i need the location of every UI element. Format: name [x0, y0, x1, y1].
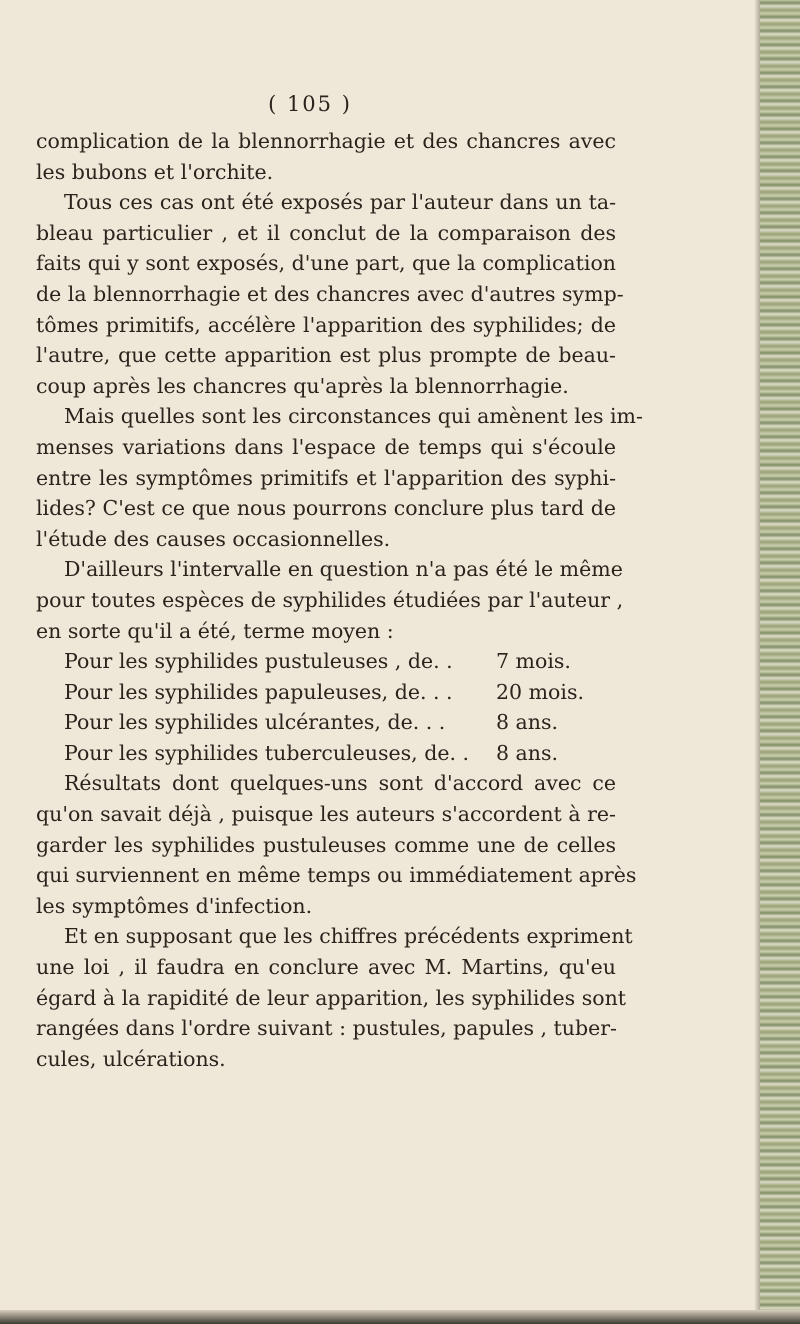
- row-value: 8 ans.: [496, 740, 559, 765]
- table-row: [36, 677, 616, 708]
- text-line: garder les syphilides pustuleuses comme une de celles: [36, 832, 616, 857]
- text-line: Résultats dont quelques-uns sont d'accord avec ce: [64, 771, 616, 796]
- text-line: pour toutes espèces de syphilides étudiées par l'auteur ,: [36, 587, 624, 612]
- text-line: faits qui y sont exposés, d'une part, que la complication: [36, 251, 616, 276]
- text-line: bleau particulier , et il conclut de la comparaison des: [36, 220, 616, 245]
- text-line: coup après les chancres qu'après la blennorrhagie.: [36, 373, 569, 398]
- text-line: cules, ulcérations.: [36, 1046, 226, 1071]
- text-line: Et en supposant que les chiffres précédents expriment: [64, 924, 633, 949]
- text-line: complication de la blennorrhagie et des chancres avec: [36, 129, 616, 153]
- table-row: [36, 646, 616, 677]
- text-line: Tous ces cas ont été exposés par l'auteur dans un ta-: [64, 190, 616, 215]
- text-line: les symptômes d'infection.: [36, 893, 313, 918]
- text-line: tômes primitifs, accélère l'apparition des syphilides; de: [36, 312, 616, 337]
- text-line: menses variations dans l'espace de temps qui s'écoule: [36, 434, 616, 459]
- text-line: entre les symptômes primitifs et l'apparition des syphi-: [36, 465, 616, 490]
- text-line: l'autre, que cette apparition est plus prompte de beau-: [36, 343, 616, 368]
- row-label: Pour les syphilides papuleuses, de. . .: [64, 679, 453, 704]
- page-number: ( 105 ): [268, 92, 352, 116]
- text-line: l'étude des causes occasionnelles.: [36, 526, 391, 551]
- page-bottom-edge: [0, 1310, 800, 1324]
- text-line: Mais quelles sont les circonstances qui amènent les im-: [64, 404, 643, 429]
- row-label: Pour les syphilides pustuleuses , de. .: [64, 649, 453, 674]
- text-line: une loi , il faudra en conclure avec M. Martins, qu'eu: [36, 955, 616, 980]
- text-line: D'ailleurs l'intervalle en question n'a pas été le même: [64, 557, 623, 582]
- text-line: de la blennorrhagie et des chancres avec d'autres symp-: [36, 281, 624, 306]
- text-line: égard à la rapidité de leur apparition, les syphilides sont: [36, 985, 627, 1010]
- body-text: [36, 126, 643, 1074]
- book-binding-edge: [760, 0, 800, 1324]
- text-line: lides? C'est ce que nous pourrons conclure plus tard de: [36, 496, 616, 521]
- text-line: rangées dans l'ordre suivant : pustules, papules , tuber-: [36, 1016, 617, 1041]
- table-row: [36, 707, 616, 738]
- text-line: qui surviennent en même temps ou immédiatement après: [36, 863, 637, 888]
- row-value: 7 mois.: [496, 649, 571, 674]
- text-line: qu'on savait déjà , puisque les auteurs s'accordent à re-: [36, 802, 616, 827]
- row-value: 8 ans.: [496, 710, 559, 735]
- row-label: Pour les syphilides tuberculeuses, de. .: [64, 740, 470, 765]
- text-line: en sorte qu'il a été, terme moyen :: [36, 618, 394, 643]
- row-label: Pour les syphilides ulcérantes, de. . .: [64, 710, 446, 735]
- row-value: 20 mois.: [496, 679, 584, 704]
- text-line: les bubons et l'orchite.: [36, 159, 274, 184]
- table-row: [36, 738, 616, 769]
